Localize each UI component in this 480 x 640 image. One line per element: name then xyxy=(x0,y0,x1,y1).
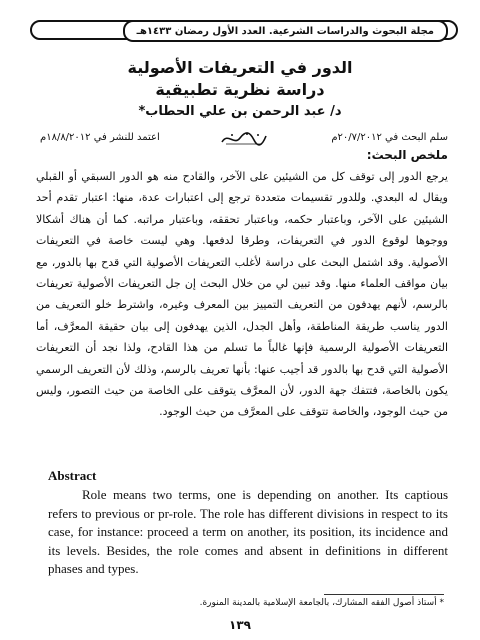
bismillah-ornament-icon xyxy=(220,130,268,148)
article-dates xyxy=(40,130,448,148)
article-subtitle: دراسة نظرية تطبيقية xyxy=(155,80,325,99)
english-abstract-text: Role means two terms, one is depending on another. Its captious refers to previous or pr-role. The role has different divisions in respect to its case, for instance: proceed a term on another, its position, its incidence and its levels. Besides, the role comes and absent in definitions in different phases and types. xyxy=(48,487,448,577)
accepted-date: اعتمد للنشر في ١٨/٨/٢٠١٢م xyxy=(40,132,160,143)
article-author: د/ عبد الرحمن بن علي الحطاب* xyxy=(138,104,342,119)
page-number: ١٣٩ xyxy=(229,618,251,632)
received-date: سلم البحث في ٢٠/٧/٢٠١٢م xyxy=(331,132,448,143)
footnote-divider xyxy=(324,594,444,595)
arabic-abstract-body xyxy=(36,166,448,423)
article-title: الدور في التعريفات الأصولية xyxy=(127,58,353,77)
running-header-frame xyxy=(30,20,458,40)
journal-header: مجلة البحوث والدراسات الشرعية. العدد الأول رمضان ١٤٣٣هـ xyxy=(123,20,448,42)
arabic-abstract-text: يرجع الدور إلى توقف كل من الشيئين على الآخر، والقادح منه هو الدور السبقي أو القبلي ويقال له البعدي. وللدور تقسيمات متعددة ترجع إلى اعتبارات عدة، منها: اعتبار تقدم أحد الشيئين على الآخر، وباعتبار حكمه، وباعتبار تحققه، وباعتبار مراتبه. كما أن هناك أشكالا ووجوها لوقوع الدور في التعريفات، وطرقا لدفعها. وهي ليست خاصة في التعريفات الأصولية. وقد اشتمل البحث على دراسة لأغلب التعريفات الأصولية التي قدح بها بالدور، مع بيان مواقف العلماء منها. وقد تبين لي من خلال البحث إن جل التعريفات الأصولية تعريفات بالرسم، لأنهم يهدفون من التعريف التمييز بين المعرف وغيره، واشترط خلو التعريف من الدور يناسب طريقة المناطقة، وأهل الجدل، الذين يهدفون إلى بيان حقيقة المعرَّف، أما التعريفات الأصولية الرسمية فإنها غالباً ما تسلم من هذا القادح، ولذا نجد أن التعريفات الأصولية التي قدح بها بالدور قد أجيب عنها: بأنها تعريف بالرسم، وذلك لأن التعريف الرسمي يكون بالخاصة، فتتفك جهة الدور، لأن المعرَّف يتوقف على الخاصة من حيث التصور، وليس من حيث الوجود، والخاصة تتوقف على المعرَّف من حيث الوجود. xyxy=(36,170,448,419)
arabic-abstract-heading: ملخص البحث: xyxy=(366,148,448,162)
english-abstract-heading: Abstract xyxy=(48,468,97,483)
author-footnote: * أستاذ أصول الفقه المشارك، بالجامعة الإسلامية بالمدينة المنورة. xyxy=(199,598,444,608)
english-abstract-body xyxy=(48,486,448,579)
